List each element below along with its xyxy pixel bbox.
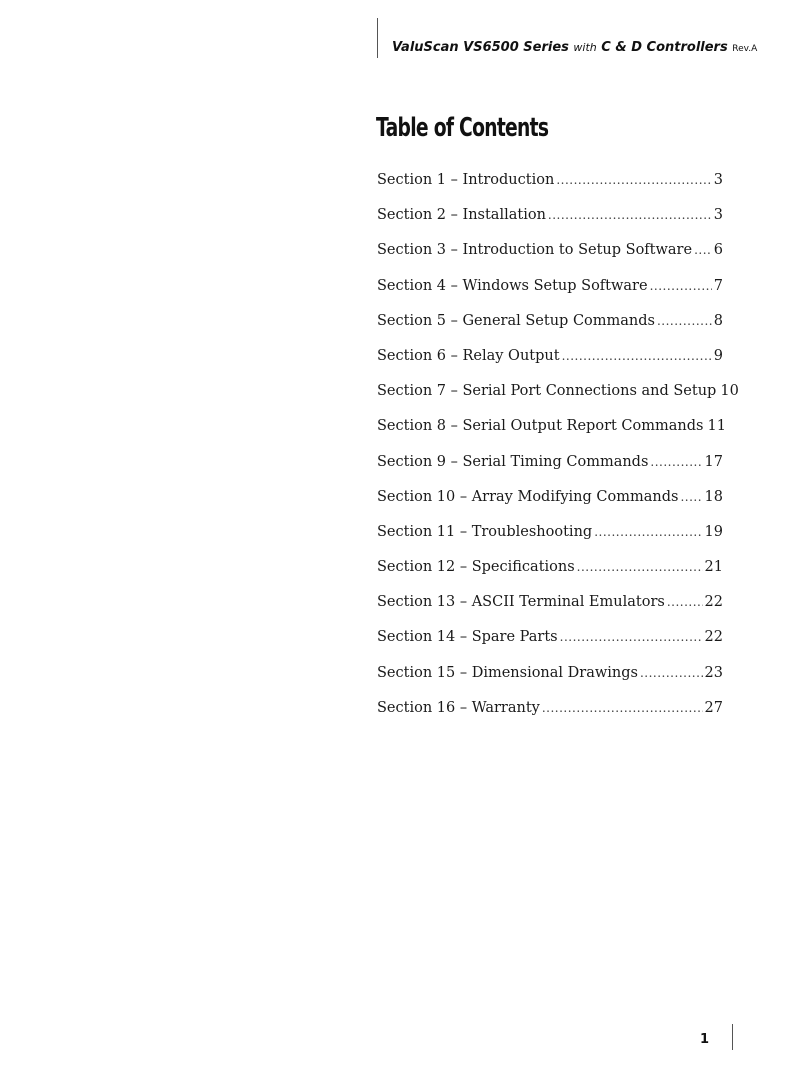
header-controllers: C & D Controllers <box>601 40 728 55</box>
toc-entry-section-1[interactable] <box>377 170 723 205</box>
dot-leader <box>577 557 703 577</box>
toc-entry-title: Section 10 – Array Modifying Commands <box>377 488 679 505</box>
toc-entry-section-9[interactable] <box>377 452 723 487</box>
toc-entry-page: 21 <box>704 559 723 576</box>
toc-entry-title: Section 15 – Dimensional Drawings <box>377 664 638 681</box>
toc-entry-page: 9 <box>713 347 723 364</box>
toc-entry-section-11[interactable] <box>377 522 723 557</box>
toc-entry-title: Section 7 – Serial Port Connections and Setup <box>377 383 717 400</box>
page-title: Table of Contents <box>376 113 549 144</box>
toc-entry-page: 10 <box>720 383 739 400</box>
toc-entry-section-16[interactable] <box>377 698 723 733</box>
dot-leader <box>560 627 703 647</box>
toc-entry-page: 6 <box>713 242 723 259</box>
toc-entry-section-7[interactable] <box>377 381 739 416</box>
dot-leader <box>594 522 702 542</box>
toc-entry-title: Section 11 – Troubleshooting <box>377 523 593 540</box>
dot-leader <box>542 698 703 718</box>
toc-entry-title: Section 2 – Installation <box>377 207 546 224</box>
toc-entry-title: Section 4 – Windows Setup Software <box>377 277 648 294</box>
toc-entry-section-10[interactable] <box>377 487 723 522</box>
dot-leader <box>548 205 712 225</box>
page-number: 1 <box>700 1032 710 1047</box>
dot-leader <box>650 452 702 472</box>
header-with: with <box>573 41 597 54</box>
dot-leader <box>562 346 712 366</box>
toc-entry-section-15[interactable] <box>377 663 723 698</box>
toc-entry-page: 18 <box>704 488 723 505</box>
toc-entry-page: 7 <box>713 277 723 294</box>
dot-leader <box>680 487 702 507</box>
toc-entry-title: Section 6 – Relay Output <box>377 347 560 364</box>
dot-leader <box>640 663 703 683</box>
dot-leader <box>667 592 703 612</box>
toc-entry-page: 3 <box>713 207 723 224</box>
header-revision: Rev.A <box>732 44 758 54</box>
toc-entry-section-8[interactable] <box>377 416 726 451</box>
toc-entry-title: Section 8 – Serial Output Report Commands <box>377 418 704 435</box>
dot-leader <box>694 240 712 260</box>
header-product: ValuScan VS6500 Series <box>392 40 569 55</box>
toc-entry-section-14[interactable] <box>377 627 723 662</box>
toc-entry-page: 3 <box>713 172 723 188</box>
header-divider <box>377 18 378 58</box>
table-of-contents <box>377 170 739 733</box>
toc-entry-title: Section 1 – Introduction <box>377 172 555 188</box>
toc-entry-section-4[interactable] <box>377 276 723 311</box>
toc-entry-page: 23 <box>704 664 723 681</box>
toc-entry-title: Section 12 – Specifications <box>377 559 575 576</box>
toc-entry-title: Section 3 – Introduction to Setup Software <box>377 242 693 259</box>
toc-entry-title: Section 16 – Warranty <box>377 699 540 716</box>
toc-entry-section-13[interactable] <box>377 592 723 627</box>
dot-leader <box>556 170 711 190</box>
toc-entry-page: 22 <box>704 594 723 611</box>
toc-entry-section-3[interactable] <box>377 240 723 275</box>
toc-entry-title: Section 9 – Serial Timing Commands <box>377 453 649 470</box>
dot-leader <box>650 276 712 296</box>
running-header <box>392 40 757 55</box>
toc-entry-section-2[interactable] <box>377 205 723 240</box>
toc-entry-page: 11 <box>707 418 726 435</box>
toc-entry-title: Section 13 – ASCII Terminal Emulators <box>377 594 665 611</box>
toc-entry-page: 19 <box>704 523 723 540</box>
footer-divider <box>732 1024 733 1050</box>
toc-entry-title: Section 14 – Spare Parts <box>377 629 558 646</box>
toc-entry-page: 8 <box>713 312 723 329</box>
toc-entry-section-5[interactable] <box>377 311 723 346</box>
toc-entry-page: 27 <box>704 699 723 716</box>
dot-leader <box>657 311 712 331</box>
toc-entry-page: 17 <box>704 453 723 470</box>
toc-entry-title: Section 5 – General Setup Commands <box>377 312 655 329</box>
toc-entry-section-12[interactable] <box>377 557 723 592</box>
toc-entry-section-6[interactable] <box>377 346 723 381</box>
toc-entry-page: 22 <box>704 629 723 646</box>
